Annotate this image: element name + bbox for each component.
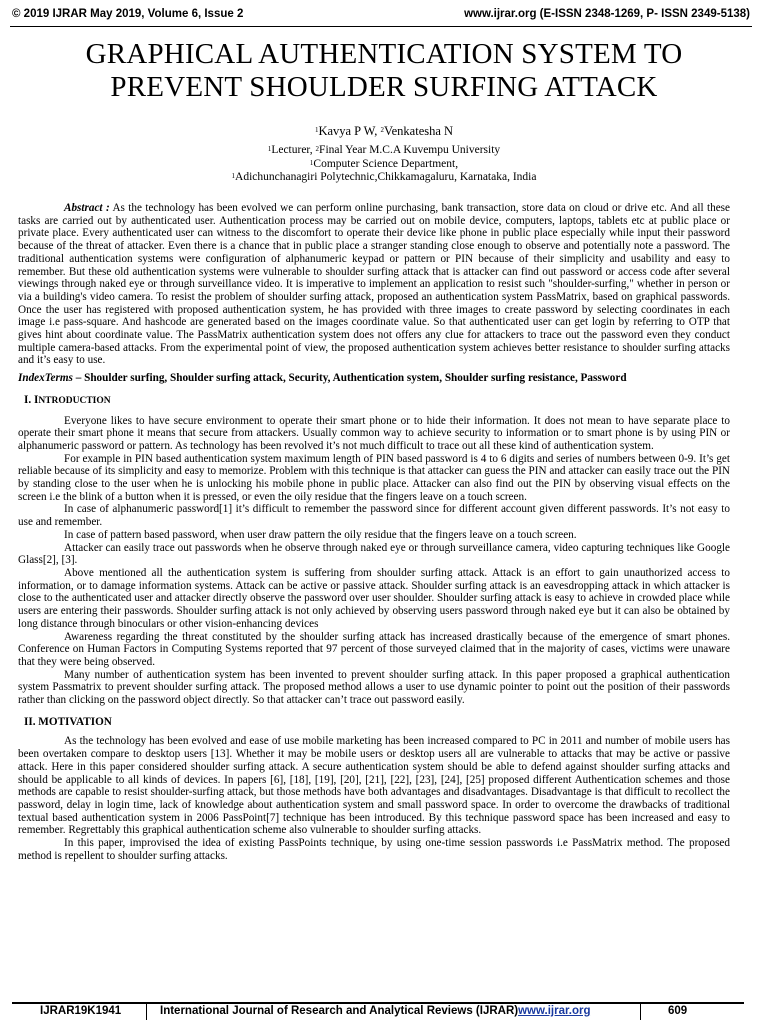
section-heading-motivation: II. MOTIVATION xyxy=(24,715,112,728)
footer-divider xyxy=(146,1003,147,1020)
abstract xyxy=(18,202,730,367)
paragraph: For example in PIN based authentication system maximum length of PIN based password is 4 to 6 digits and series of numbers between 0-9. It’s get reliable because of its simplicity and easy to memorize. Problem with this technique is that attacker can guess the PIN and attacker can easily trace out the PIN by standing close to the user when he is unlocking his mobile phone in public place. Attacker can also find out the PIN by observing visual effects on the screen i.e the blink of a button when it is pressed, or even the oily residue that the fingers leave on a touch screen. xyxy=(18,452,730,503)
paragraph: Awareness regarding the threat constituted by the shoulder surfing attack has increased drastically because of the emergence of smart phones. Conference on Human Factors in Computing Systems reported that 97 percent of those surveyed claimed that in the majority of cases, victims were unaware that they were being observed. xyxy=(18,630,730,668)
running-footer xyxy=(0,1005,768,1021)
footer-rule xyxy=(12,1002,744,1004)
author-name: Venkatesha N xyxy=(383,124,454,138)
title-line-2: PREVENT SHOULDER SURFING ATTACK xyxy=(110,71,658,103)
paper-id: IJRAR19K1941 xyxy=(40,1005,122,1017)
abstract-text: As the technology has been evolved we can perform online purchasing, bank transaction, store data on cloud or drive etc. And all these tasks are carried out by authenticated user. Authentication process may be carried out on mobile device, computers, laptops, tablets etc at public place or private place. Every authenticated user can witness to the discomfort to operate their device like phone in public place especially while input their password because of the threat of attacker. Even there is a chance that in public place a stranger standing close enough to observe and potentially note a password. The traditional authentication systems were configuration of alphanumeric keypad or pattern or PIN because of their simplicity and usability and easy to remember. But these old authentication systems were vulnerable to shoulder surfing attack that is attacker can find out password or access code after several viewings through naked eye or through surveillance video. It is imperative to implement an application to resist such "shoulder-surfing," whether in person or via a building's video camera. To resist the problem of shoulder surfing attack, proposed an authentication system PassMatrix, based on graphical passwords. Once the user has registered with proposed authentication system, he has provided with three images to create password by selecting coordinates in each image i.e pass-square. And hashcode are generated based on the images coordinate value. So that authenticated user can get login by referring to OTP that gives hint about coordinate value. The PassMatrix authentication system does not offers any clue for attackers to trace out the password even they conduct multiple camera-based attacks. From the experimental point of view, the proposed authentication system achieves better resistance to shoulder surfing attacks and it’s easy to use. xyxy=(18,202,730,367)
header-issn: www.ijrar.org (E-ISSN 2348-1269, P- ISSN 2349-5138) xyxy=(464,8,750,20)
affiliations xyxy=(0,144,768,185)
affil-sup: 2 xyxy=(315,145,320,153)
header-citation: © 2019 IJRAR May 2019, Volume 6, Issue 2 xyxy=(12,8,244,20)
affil-sup: 1 xyxy=(309,158,314,167)
affil-text: Adichunchanagiri Polytechnic,Chikkamagaluru, Karnataka, India xyxy=(235,171,537,184)
affil-text: Final Year M.C.A Kuvempu University xyxy=(319,144,501,156)
index-terms-label: IndexTerms xyxy=(18,372,73,385)
section-title: NTRODUCTION xyxy=(38,395,111,406)
index-terms xyxy=(18,372,730,385)
section-heading-introduction xyxy=(24,394,730,408)
paragraph: As the technology has been evolved and ease of use mobile marketing has been increased compared to PC in 2011 and number of mobile users has been overtaken compare to desktop users [13]. Whether it may be mobile users or desktop users all are vulnerable to attacks that may be active or passive attack. Here in this paper considered shoulder surfing attack. A secure authentication system should be able to defend against shoulder surfing attacks and should be applicable to all kinds of devices. In papers [6], [18], [19], [20], [21], [22], [23], [24], [25] proposed different Authentication schemes and those methods are capable to resist shoulder-surfing attack, but those methods have both advantages and disadvantages. Disadvantage is that difficult to recollect the password, delay in login time, lack of knowledge about authentication system and small password space. In order to overcome the drawbacks of traditional textual based authentication system in 2006 PassPoint[7] technique has been introduced. By this technique password space has been increased and easy to remember. Regrettably this graphical authentication scheme also vulnerable to shoulder surfing attacks. xyxy=(18,735,730,837)
affil-text: Lecturer, xyxy=(271,144,316,156)
author-sup: 2 xyxy=(380,126,384,134)
footer-divider xyxy=(640,1003,641,1020)
paragraph: Everyone likes to have secure environment to operate their smart phone or to hide their information. It does not mean to have separate place to operate their smart phone it means that secure from attackers. Usually common way to achieve security to information or to smart phone is by using PIN or alphanumeric password or pattern. As technology has been revolved it’s not much difficult to trace out all these kind of authentication system. xyxy=(18,414,730,452)
journal-link[interactable]: www.ijrar.org xyxy=(518,1005,591,1017)
title-line-1: GRAPHICAL AUTHENTICATION SYSTEM TO xyxy=(85,38,683,70)
journal-name xyxy=(160,1005,591,1017)
paragraph: In this paper, improvised the idea of existing PassPoints technique, by using one-time session passwords i.e PassMatrix method. The proposed method is repellent to shoulder surfing attacks. xyxy=(18,837,730,862)
author-sup: 1 xyxy=(314,126,319,134)
affiliation-line xyxy=(0,171,768,185)
paragraph: In case of pattern based password, when user draw pattern the oily residue that the fingers leave on a touch screen. xyxy=(64,528,577,541)
paragraph: In case of alphanumeric password[1] it’s difficult to remember the password since for different account given different passwords. It’s not easy to use and remember. xyxy=(18,503,730,529)
paper-body xyxy=(18,202,730,862)
page-number: 609 xyxy=(668,1005,688,1017)
affiliation-line xyxy=(0,144,768,158)
author-name: Kavya P W, xyxy=(318,124,381,138)
running-header xyxy=(12,8,750,22)
paragraph: Many number of authentication system has been invented to prevent shoulder surfing attack. In this paper proposed a graphical authentication system Passmatrix to prevent shoulder surfing attack. The proposed method allows a user to use dynamic pointer to point out the position of their passwords rather than clicking on the password object directly. So that attacker can’t trace out password easily. xyxy=(18,668,730,707)
paragraph: Above mentioned all the authentication system is suffering from shoulder surfing attack. Attack is an effort to gain unauthorized access to information, or to damage information systems. Attack can be active or passive attack. Shoulder surfing attack is an eavesdropping attack in which attacker is close to the authenticated user and attacker directly observe the password over user shoulder. Shoulder surfing attack is easy to achieve in crowded place while users are entering their passwords. Shoulder surfing attack is not only achieved by observing users password through naked eye but it can also be obtained by long distance through binoculars or other vision-enhancing devices xyxy=(18,566,730,630)
index-terms-text: – Shoulder surfing, Shoulder surfing attack, Security, Authentication system, Shoulder surfing resistance, Password xyxy=(72,372,627,385)
affil-text: Computer Science Department, xyxy=(313,157,459,170)
affiliation-line xyxy=(0,158,768,172)
paper-title xyxy=(0,38,768,104)
affil-sup: 1 xyxy=(267,145,272,153)
abstract-label: Abstract : xyxy=(64,202,110,214)
author-list xyxy=(0,124,768,138)
header-rule xyxy=(10,26,752,27)
journal-title: International Journal of Research and Analytical Reviews (IJRAR) xyxy=(160,1005,519,1017)
paragraph: Attacker can easily trace out passwords when he observe through naked eye or through surveillance camera, video capturing techniques like Google Glass[2], [3]. xyxy=(18,541,730,567)
section-number: I. I xyxy=(24,393,39,406)
affil-sup: 1 xyxy=(231,172,236,181)
